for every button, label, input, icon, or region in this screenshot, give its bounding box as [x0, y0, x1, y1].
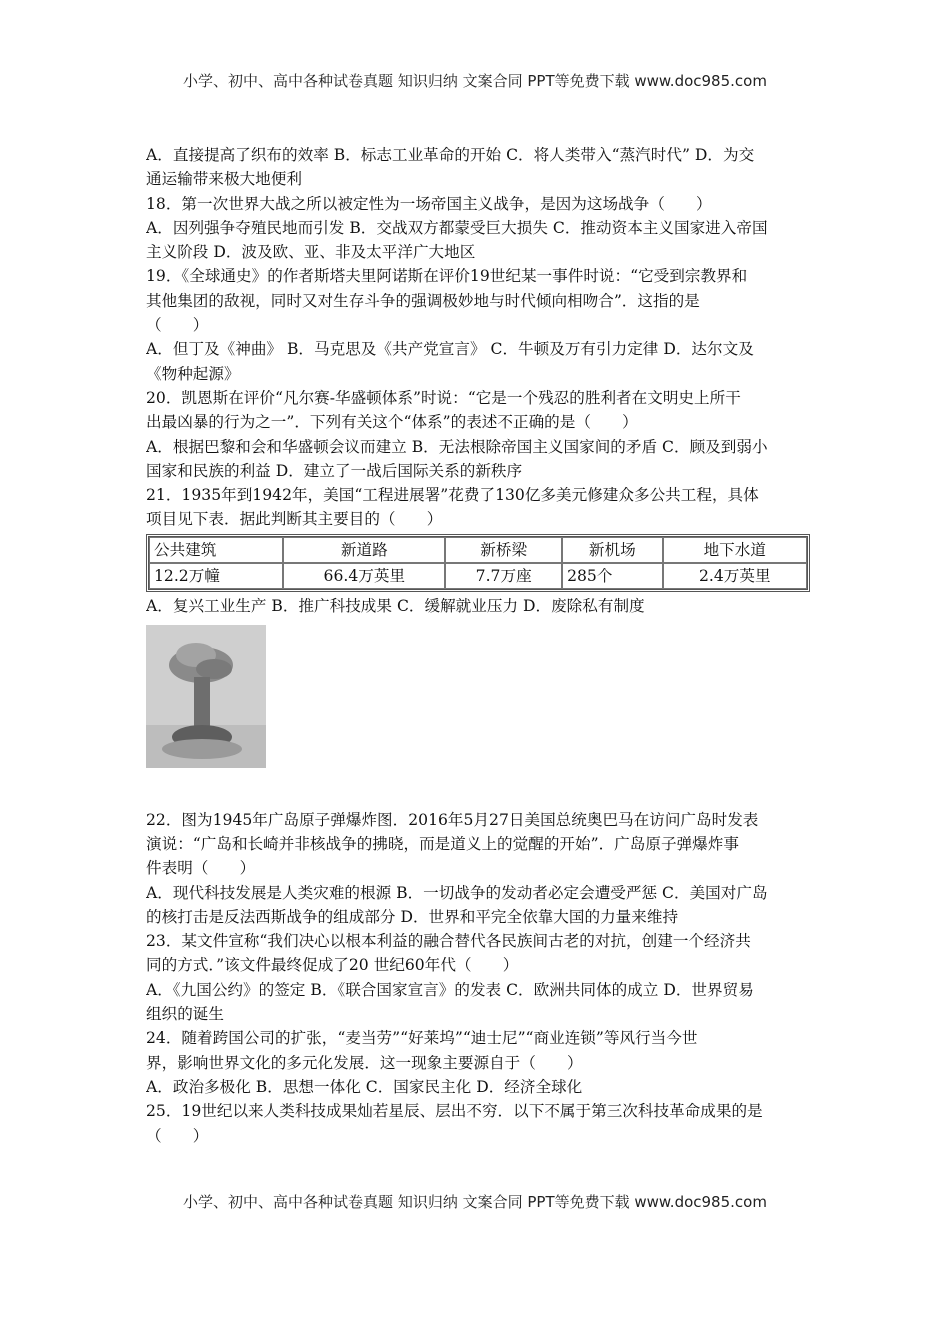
table-cell: 新道路 — [283, 537, 445, 563]
question-25: 25．19世纪以来人类科技成果灿若星辰、层出不穷．以下不属于第三次科技革命成果的是 — [146, 1102, 763, 1121]
text-line: 出最凶暴的行为之一”．下列有关这个“体系”的表述不正确的是（ ） — [146, 413, 638, 432]
text-line: 国家和民族的利益 D．建立了一战后国际关系的新秩序 — [146, 461, 523, 480]
text-line: A．根据巴黎和会和华盛顿会议而建立 B．无法根除帝国主义国家间的矛盾 C．顾及到弱小 — [146, 437, 768, 456]
text-line: 界，影响世界文化的多元化发展．这一现象主要源自于（ ） — [146, 1053, 583, 1072]
table-cell: 2.4万英里 — [663, 563, 807, 589]
text-line: 的核打击是反法西斯战争的组成部分 D．世界和平完全依靠大国的力量来维持 — [146, 907, 679, 926]
table-cell: 285个 — [562, 563, 663, 589]
text-line: 件表明（ ） — [146, 859, 256, 878]
table-row — [149, 563, 807, 589]
atomic-bomb-photo — [146, 625, 266, 768]
text-line: A．但丁及《神曲》 B．马克思及《共产党宣言》 C．牛顿及万有引力定律 D．达尔文及 — [146, 340, 754, 359]
question-21: 21．1935年到1942年，美国“工程进展署”花费了130亿多美元修建众多公共工程，具体 — [146, 486, 759, 505]
text-line: 项目见下表．据此判断其主要目的（ ） — [146, 510, 443, 529]
exam-content — [146, 143, 810, 1148]
table-cell: 地下水道 — [663, 537, 807, 563]
question-22: 22．图为1945年广岛原子弹爆炸图．2016年5月27日美国总统奥巴马在访问广岛时发表 — [146, 810, 759, 829]
text-line: 主义阶段 D．波及欧、亚、非及太平洋广大地区 — [146, 243, 476, 262]
text-line: A．政治多极化 B．思想一体化 C．国家民主化 D．经济全球化 — [146, 1077, 583, 1096]
table-cell: 7.7万座 — [445, 563, 562, 589]
table-cell: 公共建筑 — [149, 537, 283, 563]
public-works-table — [146, 534, 810, 593]
text-line: 同的方式．”该文件最终促成了20 世纪60年代（ ） — [146, 956, 519, 975]
question-24: 24．随着跨国公司的扩张，“麦当劳”“好莱坞”“迪士尼”“商业连锁”等风行当今世 — [146, 1029, 698, 1048]
question-18: 18．第一次世界大战之所以被定性为一场帝国主义战争，是因为这场战争（ ） — [146, 194, 712, 213]
text-line: 其他集团的敌视，同时又对生存斗争的强调极妙地与时代倾向相吻合”．这指的是 — [146, 291, 700, 310]
text-line: A．因列强争夺殖民地而引发 B．交战双方都蒙受巨大损失 C．推动资本主义国家进入帝国 — [146, 218, 768, 237]
questions-block-2 — [146, 594, 810, 618]
text-line: A．《九国公约》的签定 B．《联合国家宣言》的发表 C．欧洲共同体的成立 D．世界贸易 — [146, 980, 754, 999]
table-cell: 12.2万幢 — [149, 563, 283, 589]
text-line: A．复兴工业生产 B．推广科技成果 C．缓解就业压力 D．废除私有制度 — [146, 597, 645, 616]
table-cell: 新机场 — [562, 537, 663, 563]
table-cell: 新桥梁 — [445, 537, 562, 563]
text-line: 组织的诞生 — [146, 1005, 224, 1024]
question-20: 20．凯恩斯在评价“凡尔赛-华盛顿体系”时说：“它是一个残忍的胜利者在文明史上所干 — [146, 388, 741, 407]
text-line: 通运输带来极大地便利 — [146, 170, 302, 189]
text-line: A．现代科技发展是人类灾难的根源 B．一切战争的发动者必定会遭受严惩 C．美国对广岛 — [146, 883, 768, 902]
questions-block-1 — [146, 143, 810, 532]
table-cell: 66.4万英里 — [283, 563, 445, 589]
text-line: A．直接提高了织布的效率 B．标志工业革命的开始 C．将人类带入“蒸汽时代” D．为交 — [146, 146, 755, 164]
page-footer: 小学、初中、高中各种试卷真题 知识归纳 文案合同 PPT等免费下载 www.doc985.com — [183, 1193, 767, 1211]
question-23: 23．某文件宣称“我们决心以根本利益的融合替代各民族间古老的对抗，创建一个经济共 — [146, 932, 751, 951]
table-header-row — [149, 537, 807, 563]
page-header: 小学、初中、高中各种试卷真题 知识归纳 文案合同 PPT等免费下载 www.doc985.com — [183, 72, 767, 90]
text-line: （ ） — [146, 1126, 209, 1145]
questions-block-3 — [146, 808, 810, 1148]
text-line: 演说：“广岛和长崎并非核战争的拂晓，而是道义上的觉醒的开始”．广岛原子弹爆炸事 — [146, 834, 739, 853]
question-19: 19．《全球通史》的作者斯塔夫里阿诺斯在评价19世纪某一事件时说：“它受到宗教界和 — [146, 267, 748, 286]
text-line: 《物种起源》 — [146, 364, 240, 383]
text-line: （ ） — [146, 316, 209, 335]
